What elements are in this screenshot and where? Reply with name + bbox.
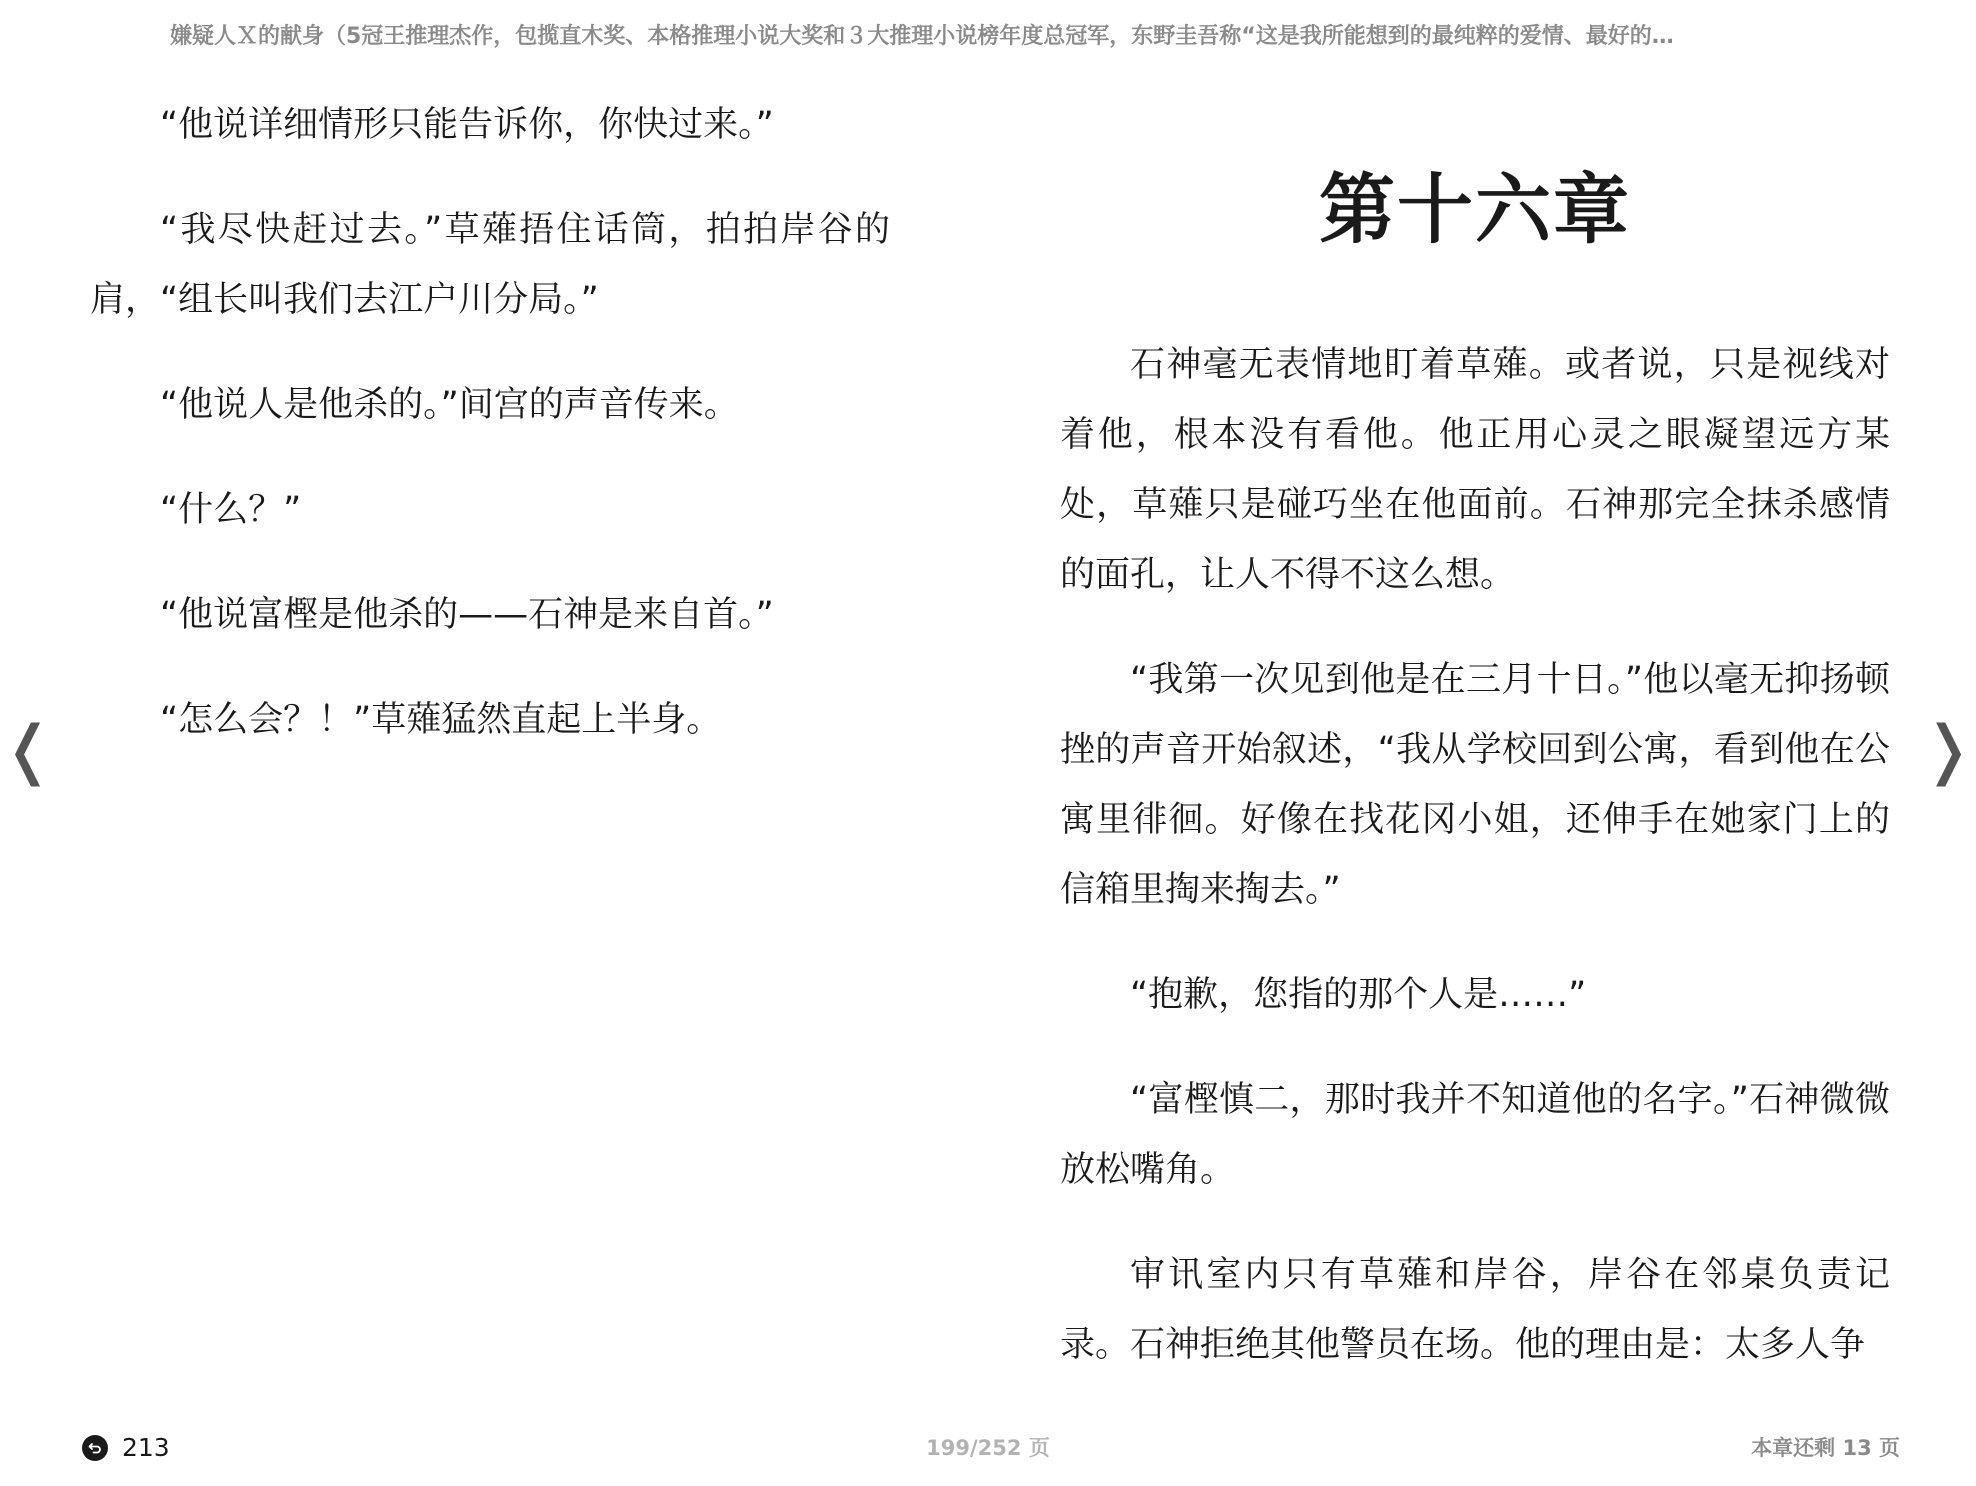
next-page-button[interactable]	[1921, 713, 1975, 787]
paragraph: 石神毫无表情地盯着草薙。或者说，只是视线对着他，根本没有看他。他正用心灵之眼凝望远方某处，草薙只是碰巧坐在他面前。石神那完全抹杀感情的面孔，让人不得不这么想。	[1060, 345, 1890, 595]
paragraph: “他说人是他杀的。”间宫的声音传来。	[160, 385, 739, 425]
paragraph: “怎么会？！”草薙猛然直起上半身。	[160, 700, 722, 740]
book-title: 嫌疑人Ｘ的献身（5冠王推理杰作，包揽直木奖、本格推理小说大奖和３大推理小说榜年度总冠军，东野圭吾称“这是我所能想到的最纯粹的爱情、最好的…	[170, 24, 1674, 49]
back-count: 213	[122, 1433, 170, 1462]
paragraph: “我尽快赶过去。”草薙捂住话筒，拍拍岸谷的肩，“组长叫我们去江户川分局。”	[90, 210, 890, 320]
paragraph: “富樫慎二，那时我并不知道他的名字。”石神微微放松嘴角。	[1060, 1080, 1890, 1190]
page-indicator: 199/252 页	[926, 1436, 1050, 1460]
left-page	[90, 90, 890, 790]
chapter-title: 第十六章	[1319, 165, 1631, 254]
paragraph: 审讯室内只有草薙和岸谷，岸谷在邻桌负责记录。石神拒绝其他警员在场。他的理由是：太多人争	[1060, 1255, 1890, 1365]
right-page	[1060, 90, 1890, 1415]
paragraph: “他说详细情形只能告诉你，你快过来。”	[160, 105, 774, 145]
chapter-remaining: 本章还剩 13 页	[1751, 1436, 1900, 1460]
paragraph: “他说富樫是他杀的——石神是来自首。”	[160, 595, 774, 635]
chevron-left-icon: ❬	[1, 713, 55, 787]
paragraph: “什么？”	[160, 490, 302, 530]
paragraph: “我第一次见到他是在三月十日。”他以毫无抑扬顿挫的声音开始叙述，“我从学校回到公寓，看到他在公寓里徘徊。好像在找花冈小姐，还伸手在她家门上的信箱里掏来掏去。”	[1060, 660, 1890, 910]
paragraph: “抱歉，您指的那个人是……”	[1130, 975, 1587, 1015]
previous-page-button[interactable]	[1, 713, 55, 787]
chevron-right-icon: ❭	[1921, 713, 1975, 787]
